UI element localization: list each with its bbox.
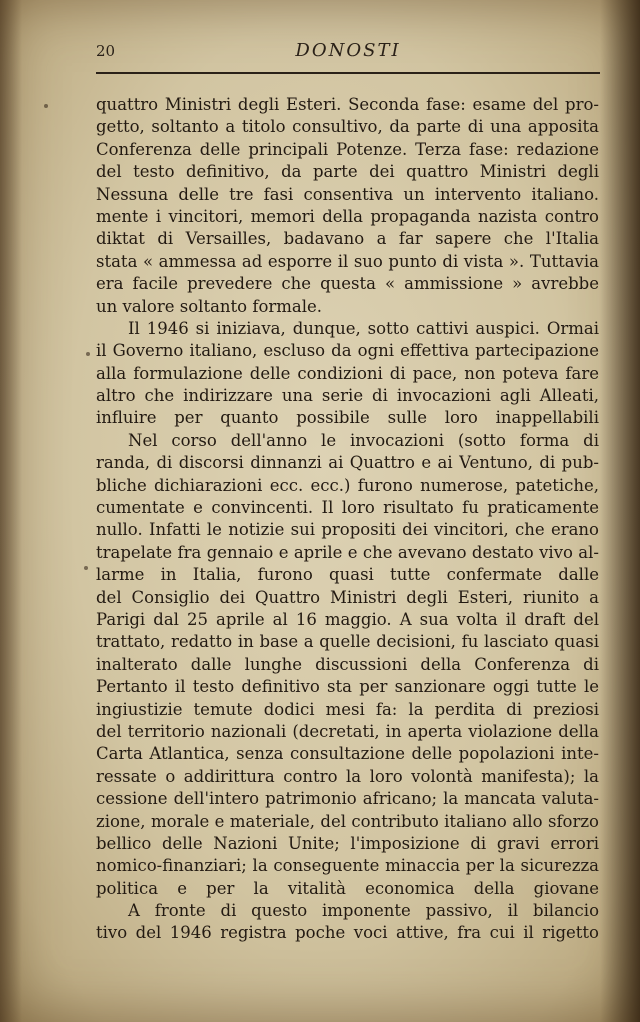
paragraph-2 [96, 318, 599, 430]
text-line: trapelate fra gennaio e aprile e che avevano destato vivo al- [96, 542, 599, 562]
text-line: nullo. Infatti le notizie sui propositi dei vincitori, che erano [96, 520, 599, 540]
text-line: quattro Ministri degli Esteri. Seconda fase: esame del pro- [96, 95, 599, 114]
text-line: Nessuna delle tre fasi consentiva un intervento italiano. [96, 184, 599, 204]
text-line: randa, di discorsi dinnanzi ai Quattro e ai Ventuno, di pub- [96, 453, 599, 473]
text-line: bellico delle Nazioni Unite; l'imposizione di gravi errori [96, 833, 599, 853]
body-text [96, 94, 599, 945]
text-line: stata « ammessa ad esporre il suo punto di vista ». Tuttavia [96, 251, 599, 271]
text-line: alla formulazione delle condizioni di pace, non poteva fare [96, 363, 599, 383]
text-line: cessione dell'intero patrimonio africano; la mancata valuta- [96, 789, 599, 809]
text-line: Carta Atlantica, senza consultazione delle popolazioni inte- [96, 744, 599, 764]
paragraph-1 [96, 94, 599, 318]
text-line: influire per quanto possibile sulle loro inappellabili [96, 408, 599, 428]
text-line: diktat di Versailles, badavano a far sapere che l'Italia [96, 229, 599, 249]
text-line: un valore soltanto formale. [96, 296, 323, 316]
text-line: A fronte di questo imponente passivo, il bilancio [128, 901, 599, 921]
text-line: zione, morale e materiale, del contributo italiano allo sforzo [96, 811, 599, 831]
text-line: inalterato dalle lunghe discussioni della Conferenza di [96, 654, 599, 674]
text-line: cumentate e convincenti. Il loro risultato fu praticamente [96, 498, 599, 518]
text-line: politica e per la vitalità economica della giovane [96, 878, 599, 898]
text-line: altro che indirizzare una serie di invocazioni agli Alleati, [96, 386, 599, 406]
paragraph-3 [96, 430, 599, 900]
text-line: tivo del 1946 registra poche voci attive, fra cui il rigetto [96, 923, 599, 943]
text-line: larme in Italia, furono quasi tutte confermate dalle [96, 565, 599, 585]
text-line: trattato, redatto in base a quelle decisioni, fu lasciato quasi [96, 632, 599, 652]
text-line: bliche dichiarazioni ecc. ecc.) furono numerose, patetiche, [96, 475, 599, 495]
text-line: il Governo italiano, escluso da ogni effettiva partecipazione [96, 341, 599, 361]
text-line: del territorio nazionali (decretati, in aperta violazione della [96, 721, 599, 741]
paper-speck [86, 352, 90, 356]
page-header [96, 38, 600, 74]
text-line: ingiustizie temute dodici mesi fa: la perdita di preziosi [96, 699, 599, 719]
text-line: Pertanto il testo definitivo sta per sanzionare oggi tutte le [96, 677, 599, 697]
text-line: Conferenza delle principali Potenze. Terza fase: redazione [96, 139, 599, 159]
text-line: Il 1946 si iniziava, dunque, sotto cattivi auspici. Ormai [128, 318, 599, 338]
text-line: mente i vincitori, memori della propaganda nazista contro [96, 206, 599, 226]
paper-speck [44, 104, 48, 108]
text-line: era facile prevedere che questa « ammissione » avrebbe [96, 274, 599, 294]
text-line: Parigi dal 25 aprile al 16 maggio. A sua volta il draft del [96, 609, 599, 629]
text-line: nomico-finanziari; la conseguente minaccia per la sicurezza [96, 856, 599, 876]
text-line: del Consiglio dei Quattro Ministri degli Esteri, riunito a [96, 587, 599, 607]
text-line: del testo definitivo, da parte dei quattro Ministri degli [96, 162, 599, 182]
text-line: Nel corso dell'anno le invocazioni (sotto forma di [128, 430, 599, 450]
text-line: getto, soltanto a titolo consultivo, da parte di una apposita [96, 117, 599, 137]
page-number: 20 [96, 42, 116, 60]
paragraph-4 [96, 900, 599, 945]
text-line: ressate o addirittura contro la loro volontà manifesta); la [96, 766, 599, 786]
running-title: DONOSTI [295, 40, 401, 61]
paper-speck [84, 566, 88, 570]
